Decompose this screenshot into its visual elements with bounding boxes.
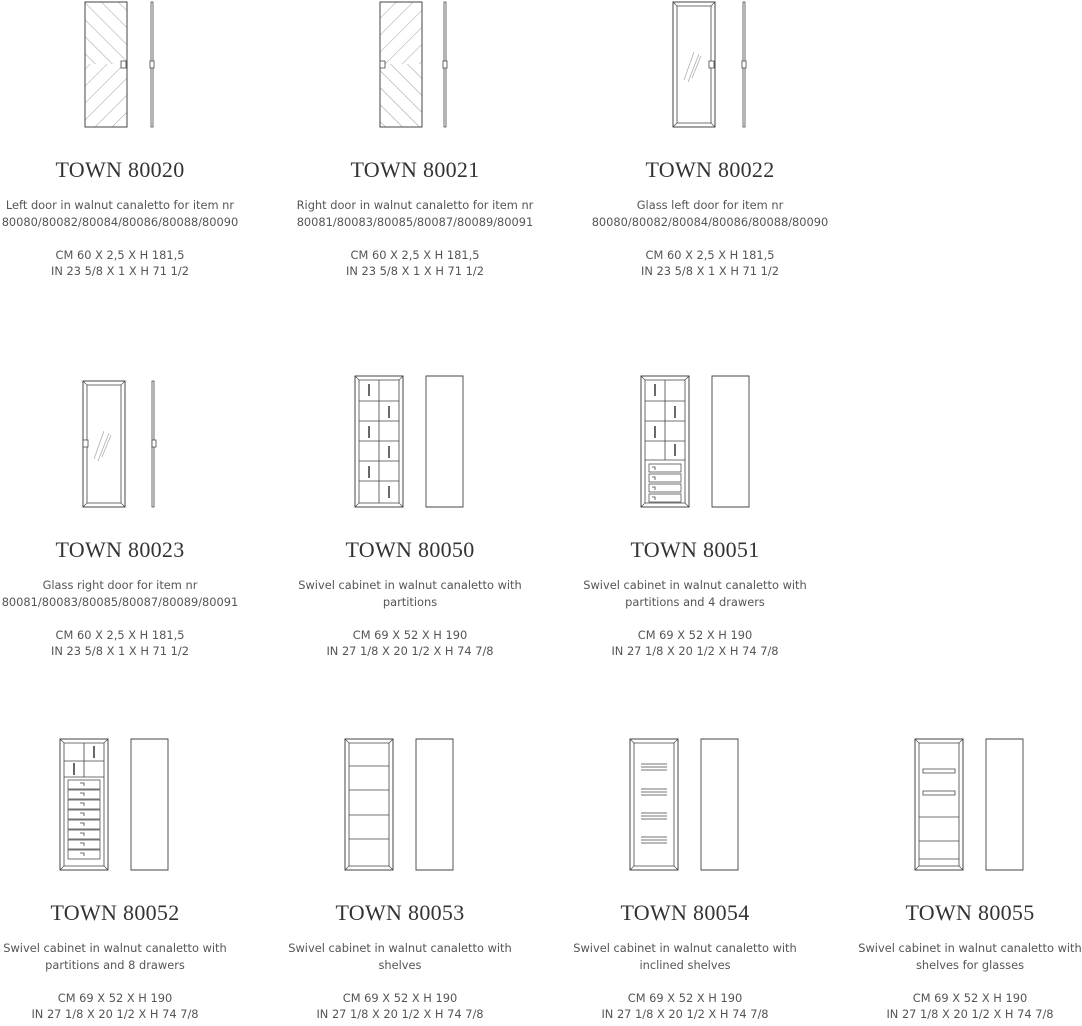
product-code: TOWN 80054 bbox=[620, 900, 750, 925]
product-dimensions bbox=[285, 627, 535, 659]
dimensions-cm: CM 69 X 52 X H 190 bbox=[352, 628, 468, 642]
product-description: Glass right door for item nr 80081/80083/80085/80087/80089/80091 bbox=[1, 578, 239, 609]
product-code: TOWN 80020 bbox=[55, 157, 185, 182]
dimensions-cm: CM 60 X 2,5 X H 181,5 bbox=[645, 248, 775, 262]
product-80021 bbox=[290, 157, 540, 279]
glass-door-80022-drawing bbox=[672, 2, 748, 128]
product-80052 bbox=[0, 900, 240, 1022]
door-80021-drawing bbox=[379, 2, 451, 128]
product-80051 bbox=[570, 537, 820, 659]
product-description: Swivel cabinet in walnut canaletto with shelves bbox=[288, 941, 512, 972]
dimensions-inch: IN 23 5/8 X 1 X H 71 1/2 bbox=[51, 644, 189, 658]
product-80022 bbox=[585, 157, 835, 279]
dimensions-inch: IN 23 5/8 X 1 X H 71 1/2 bbox=[51, 264, 189, 278]
cabinet-80051-drawing bbox=[640, 376, 752, 508]
product-description: Left door in walnut canaletto for item nr 80080/80082/80084/80086/80088/80090 bbox=[1, 198, 239, 229]
dimensions-cm: CM 60 X 2,5 X H 181,5 bbox=[350, 248, 480, 262]
cabinet-80052-drawing bbox=[59, 739, 171, 871]
dimensions-inch: IN 27 1/8 X 20 1/2 X H 74 7/8 bbox=[611, 644, 779, 658]
cabinet-80055-drawing bbox=[914, 739, 1026, 871]
product-description: Swivel cabinet in walnut canaletto with shelves for glasses bbox=[858, 941, 1082, 972]
dimensions-inch: IN 23 5/8 X 1 X H 71 1/2 bbox=[641, 264, 779, 278]
dimensions-inch: IN 27 1/8 X 20 1/2 X H 74 7/8 bbox=[601, 1007, 769, 1021]
product-dimensions bbox=[560, 990, 810, 1022]
cabinet-80053-drawing bbox=[344, 739, 456, 871]
dimensions-cm: CM 60 X 2,5 X H 181,5 bbox=[55, 248, 185, 262]
dimensions-cm: CM 69 X 52 X H 190 bbox=[342, 991, 458, 1005]
product-dimensions bbox=[0, 990, 240, 1022]
product-80055 bbox=[845, 900, 1082, 1022]
dimensions-cm: CM 69 X 52 X H 190 bbox=[627, 991, 743, 1005]
product-dimensions bbox=[845, 990, 1082, 1022]
product-80054 bbox=[560, 900, 810, 1022]
product-dimensions bbox=[585, 247, 835, 279]
product-80020 bbox=[0, 157, 245, 279]
product-description: Glass left door for item nr 80080/80082/80084/80086/80088/80090 bbox=[591, 198, 829, 229]
product-description: Swivel cabinet in walnut canaletto with inclined shelves bbox=[573, 941, 797, 972]
product-code: TOWN 80053 bbox=[335, 900, 465, 925]
glass-door-80023-drawing bbox=[82, 381, 158, 508]
product-80050 bbox=[285, 537, 535, 659]
product-description: Swivel cabinet in walnut canaletto with partitions and 8 drawers bbox=[3, 941, 227, 972]
dimensions-inch: IN 27 1/8 X 20 1/2 X H 74 7/8 bbox=[31, 1007, 199, 1021]
dimensions-inch: IN 27 1/8 X 20 1/2 X H 74 7/8 bbox=[326, 644, 494, 658]
product-code: TOWN 80023 bbox=[55, 537, 185, 562]
product-description: Swivel cabinet in walnut canaletto with partitions and 4 drawers bbox=[583, 578, 807, 609]
product-dimensions bbox=[290, 247, 540, 279]
product-description: Right door in walnut canaletto for item nr 80081/80083/80085/80087/80089/80091 bbox=[296, 198, 534, 229]
product-dimensions bbox=[0, 627, 245, 659]
product-80053 bbox=[275, 900, 525, 1022]
product-code: TOWN 80022 bbox=[645, 157, 775, 182]
dimensions-inch: IN 27 1/8 X 20 1/2 X H 74 7/8 bbox=[316, 1007, 484, 1021]
product-description: Swivel cabinet in walnut canaletto with partitions bbox=[298, 578, 522, 609]
product-dimensions bbox=[570, 627, 820, 659]
product-dimensions bbox=[275, 990, 525, 1022]
product-code: TOWN 80051 bbox=[630, 537, 760, 562]
dimensions-cm: CM 60 X 2,5 X H 181,5 bbox=[55, 628, 185, 642]
dimensions-cm: CM 69 X 52 X H 190 bbox=[637, 628, 753, 642]
product-dimensions bbox=[0, 247, 245, 279]
dimensions-cm: CM 69 X 52 X H 190 bbox=[57, 991, 173, 1005]
product-code: TOWN 80055 bbox=[905, 900, 1035, 925]
dimensions-inch: IN 23 5/8 X 1 X H 71 1/2 bbox=[346, 264, 484, 278]
product-code: TOWN 80052 bbox=[50, 900, 180, 925]
cabinet-80050-drawing bbox=[354, 376, 466, 508]
cabinet-80054-drawing bbox=[629, 739, 741, 871]
door-80020-drawing bbox=[84, 2, 156, 128]
dimensions-cm: CM 69 X 52 X H 190 bbox=[912, 991, 1028, 1005]
dimensions-inch: IN 27 1/8 X 20 1/2 X H 74 7/8 bbox=[886, 1007, 1054, 1021]
product-code: TOWN 80050 bbox=[345, 537, 475, 562]
product-code: TOWN 80021 bbox=[350, 157, 480, 182]
product-80023 bbox=[0, 537, 245, 659]
